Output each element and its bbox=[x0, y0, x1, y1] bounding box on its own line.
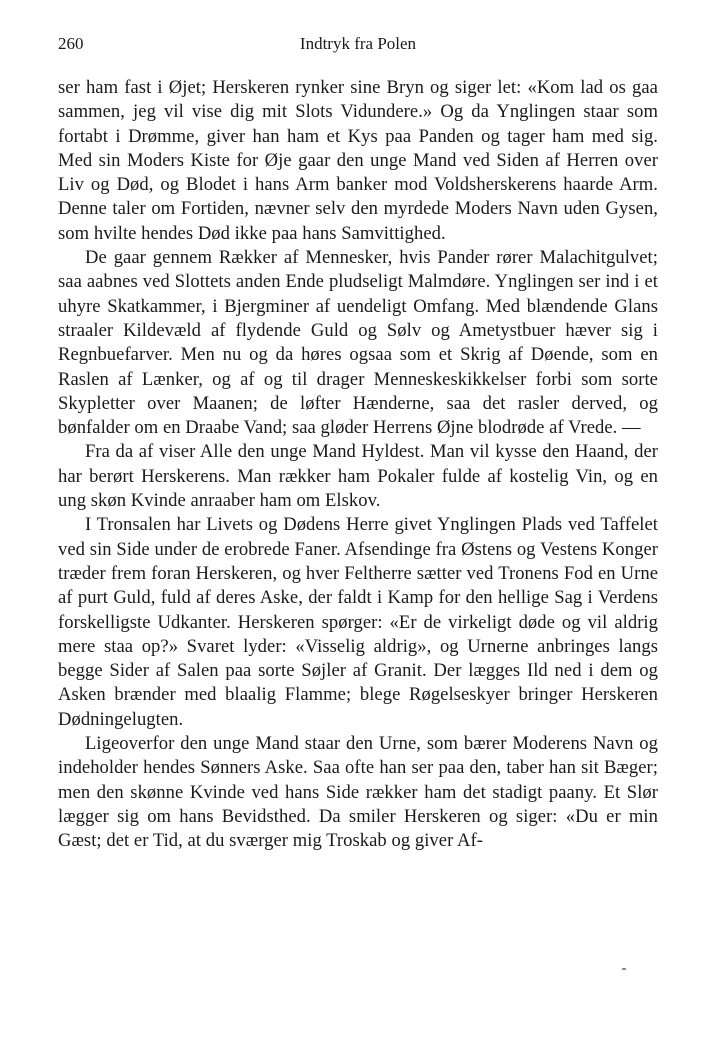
paragraph-3: Fra da af viser Alle den unge Mand Hyldest. Man vil kysse den Haand, der har berørt Herskerens. Man rækker ham Pokaler fulde af kostelig Vin, og en ung skøn Kvinde anraaber ham om Elskov. bbox=[58, 441, 658, 512]
paragraph-4: I Tronsalen har Livets og Dødens Herre givet Ynglingen Plads ved Taffelet ved sin Side under de erobrede Faner. Afsendinge fra Østens og Vestens Konger træder frem foran Herskeren, og hver Feltherre sætter ved Tronens Fod en Urne af purt Guld, fuld af deres Aske, der faldt i Kamp for den hellige Sag i Verdens forskelligste Udkanter. Herskeren spørger: «Er de virkeligt døde og vil aldrig mere staa op?» Svaret lyder: «Visselig aldrig», og Urnerne anbringes langs begge Sider af Salen paa sorte Søjler af Granit. Der lægges Ild ned i dem og Asken brænder med blaalig Flamme; blege Røgelseskyer bringer Herskeren Dødningelugten. bbox=[58, 514, 658, 730]
paragraph-2: De gaar gennem Rækker af Mennesker, hvis Pander rører Malachitgulvet; saa aabnes ved Slottets anden Ende pludseligt Malmdøre. Ynglingen ser ind i et uhyre Skatkammer, i Bjergminer af uendeligt Omfang. Med blændende Glans straaler Kildevæld af flydende Guld og Sølv og Ametystbuer hæver sig i Regnbuefarver. Men nu og da høres ogsaa som et Skrig af Døende, som en Raslen af Lænker, og af og til drager Menneskeskikkelser forbi som sorte Skypletter over Maanen; de løfter Hænderne, saa det rasler derved, og bønfalder om en Draabe Vand; saa gløder Herrens Øjne blodrøde af Vrede. — bbox=[58, 247, 658, 439]
page-number: 260 bbox=[58, 34, 84, 53]
page-header bbox=[58, 34, 658, 58]
paragraph-1: ser ham fast i Øjet; Herskeren rynker sine Bryn og siger let: «Kom lad os gaa sammen, jeg vil vise dig mit Slots Vidundere.» Og da Ynglingen staar som fortabt i Drømme, giver han ham et Kys paa Panden og tager ham med sig. Med sin Moders Kiste for Øje gaar den unge Mand ved Siden af Herren over Liv og Død, og Blodet i hans Arm banker mod Voldsherskerens haarde Arm. Denne taler om Fortiden, nævner selv den myrdede Moders Navn uden Gysen, som hvilte hendes Død ikke paa hans Samvittighed. bbox=[58, 77, 658, 244]
running-title: Indtryk fra Polen bbox=[299, 34, 417, 53]
body-text bbox=[58, 76, 658, 854]
print-speck bbox=[622, 968, 626, 970]
paragraph-5: Ligeoverfor den unge Mand staar den Urne, som bærer Moderens Navn og indeholder hendes Sønners Aske. Saa ofte han ser paa den, taber han sit Bæger; men den skønne Kvinde ved hans Side rækker ham det stadigt paany. Et Slør lægger sig om hans Bevidsthed. Da smiler Herskeren og siger: «Du er min Gæst; det er Tid, at du sværger mig Troskab og giver Af- bbox=[58, 733, 658, 852]
